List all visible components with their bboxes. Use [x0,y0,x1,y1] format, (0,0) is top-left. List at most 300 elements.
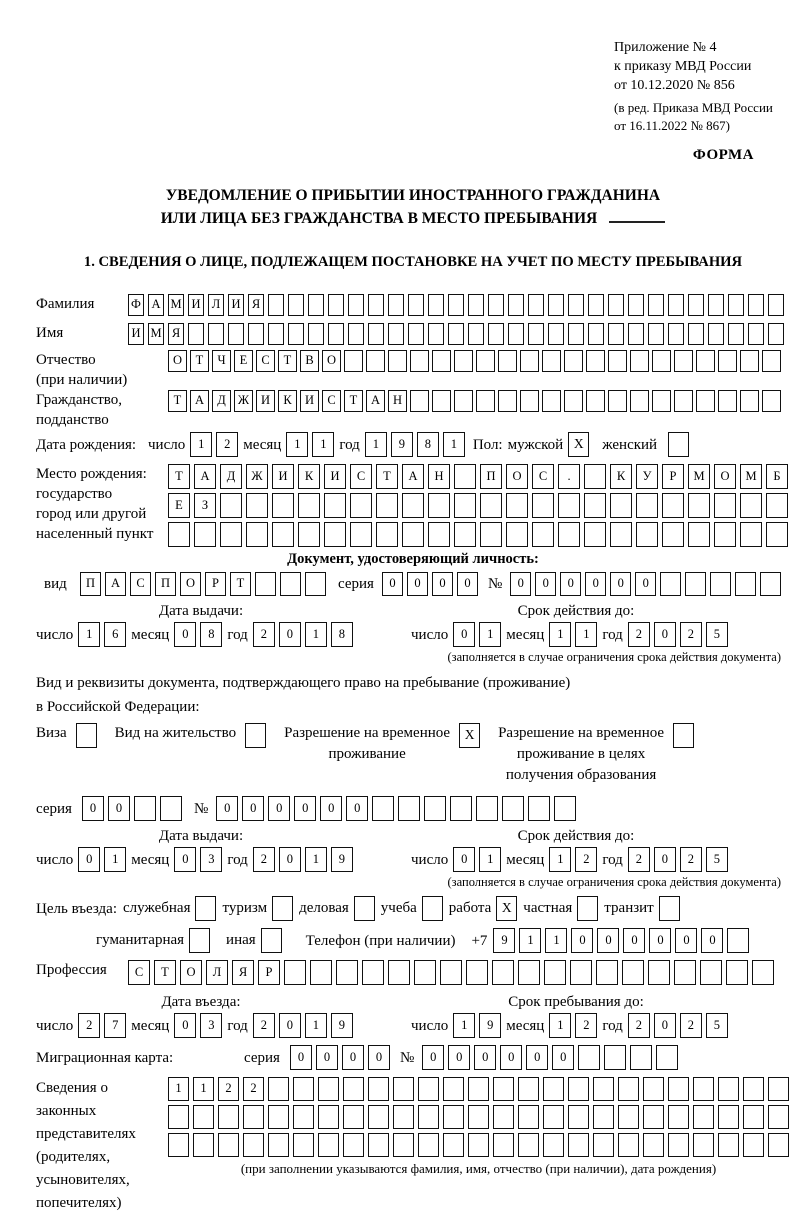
char-box[interactable]: А [105,572,126,596]
char-box[interactable] [318,1105,339,1129]
char-box[interactable]: Т [168,464,190,489]
char-box[interactable]: 1 [305,847,327,872]
char-box[interactable]: И [324,464,346,489]
char-box[interactable] [402,493,424,518]
char-box[interactable]: 1 [575,622,597,647]
char-box[interactable] [454,464,476,489]
char-box[interactable] [748,323,764,345]
char-box[interactable] [718,1133,739,1157]
char-box[interactable]: П [155,572,176,596]
char-box[interactable]: 0 [448,1045,470,1070]
char-box[interactable] [348,294,364,316]
char-box[interactable]: А [194,464,216,489]
char-box[interactable] [188,323,204,345]
char-box[interactable]: 8 [417,432,439,457]
char-box[interactable]: 8 [200,622,222,647]
char-box[interactable] [518,1133,539,1157]
char-box[interactable]: 9 [493,928,515,953]
char-box[interactable]: 0 [571,928,593,953]
char-box[interactable] [768,1077,789,1101]
char-box[interactable] [593,1133,614,1157]
char-box[interactable] [368,294,384,316]
char-box[interactable]: К [278,390,297,412]
char-box[interactable] [596,960,618,985]
char-box[interactable] [735,572,756,596]
char-box[interactable] [543,1133,564,1157]
char-box[interactable] [743,1105,764,1129]
char-box[interactable] [468,323,484,345]
char-box[interactable] [468,1077,489,1101]
char-box[interactable] [493,1077,514,1101]
char-box[interactable]: 0 [432,572,453,596]
char-box[interactable] [293,1133,314,1157]
char-box[interactable] [350,522,372,547]
char-box[interactable] [668,323,684,345]
char-box[interactable] [558,493,580,518]
char-box[interactable] [630,390,649,412]
char-box[interactable] [674,390,693,412]
char-box[interactable] [305,572,326,596]
char-box[interactable]: 1 [549,1013,571,1038]
char-box[interactable]: 9 [331,847,353,872]
char-box[interactable]: Д [220,464,242,489]
char-box[interactable]: 0 [526,1045,548,1070]
char-box[interactable]: 2 [575,1013,597,1038]
char-box[interactable] [528,796,550,821]
char-box[interactable] [544,960,566,985]
char-box[interactable]: 1 [305,1013,327,1038]
char-box[interactable] [366,350,385,372]
char-box[interactable] [636,522,658,547]
char-box[interactable] [348,323,364,345]
char-box[interactable] [693,1105,714,1129]
char-box[interactable] [532,522,554,547]
char-box[interactable] [324,493,346,518]
char-box[interactable] [218,1133,239,1157]
char-box[interactable]: 2 [218,1077,239,1101]
char-box[interactable] [376,493,398,518]
char-box[interactable] [718,1105,739,1129]
char-box[interactable] [293,1105,314,1129]
char-box[interactable]: 0 [294,796,316,821]
char-box[interactable] [246,522,268,547]
char-box[interactable]: Л [208,294,224,316]
sex-male-checkbox[interactable]: X [568,432,589,457]
char-box[interactable] [443,1105,464,1129]
char-box[interactable] [328,323,344,345]
char-box[interactable] [668,1077,689,1101]
char-box[interactable]: Ф [128,294,144,316]
char-box[interactable] [618,1077,639,1101]
char-box[interactable]: И [272,464,294,489]
char-box[interactable] [243,1133,264,1157]
char-box[interactable] [656,1045,678,1070]
char-box[interactable]: 0 [457,572,478,596]
char-box[interactable]: 2 [680,1013,702,1038]
char-box[interactable] [608,390,627,412]
char-box[interactable] [630,1045,652,1070]
char-box[interactable] [506,522,528,547]
char-box[interactable]: 1 [443,432,465,457]
char-box[interactable] [584,493,606,518]
char-box[interactable]: 0 [560,572,581,596]
char-box[interactable] [428,493,450,518]
char-box[interactable]: 1 [453,1013,475,1038]
char-box[interactable] [466,960,488,985]
char-box[interactable] [268,323,284,345]
char-box[interactable]: Я [248,294,264,316]
char-box[interactable]: Т [278,350,297,372]
char-box[interactable] [480,522,502,547]
char-box[interactable]: М [168,294,184,316]
char-box[interactable] [393,1077,414,1101]
char-box[interactable] [608,350,627,372]
char-box[interactable]: 0 [675,928,697,953]
char-box[interactable]: 2 [253,847,275,872]
char-box[interactable] [350,493,372,518]
char-box[interactable]: 2 [628,847,650,872]
char-box[interactable] [308,323,324,345]
char-box[interactable]: А [148,294,164,316]
char-box[interactable] [443,1077,464,1101]
char-box[interactable]: У [636,464,658,489]
char-box[interactable] [610,493,632,518]
char-box[interactable] [568,323,584,345]
char-box[interactable]: Р [258,960,280,985]
study-checkbox[interactable] [422,896,443,921]
char-box[interactable] [168,1105,189,1129]
char-box[interactable] [648,294,664,316]
char-box[interactable] [688,323,704,345]
char-box[interactable]: 0 [500,1045,522,1070]
char-box[interactable] [476,796,498,821]
char-box[interactable] [740,350,759,372]
char-box[interactable] [608,294,624,316]
char-box[interactable]: 0 [174,622,196,647]
char-box[interactable] [766,493,788,518]
char-box[interactable] [506,493,528,518]
char-box[interactable]: Т [230,572,251,596]
char-box[interactable] [502,796,524,821]
char-box[interactable]: Н [428,464,450,489]
char-box[interactable] [284,960,306,985]
char-box[interactable] [768,294,784,316]
char-box[interactable]: 0 [279,1013,301,1038]
char-box[interactable]: 2 [253,1013,275,1038]
char-box[interactable] [448,323,464,345]
char-box[interactable]: О [180,572,201,596]
char-box[interactable] [298,493,320,518]
char-box[interactable]: 1 [286,432,308,457]
char-box[interactable] [708,294,724,316]
char-box[interactable] [208,323,224,345]
char-box[interactable] [362,960,384,985]
char-box[interactable] [718,350,737,372]
char-box[interactable] [454,493,476,518]
char-box[interactable] [748,294,764,316]
char-box[interactable] [714,522,736,547]
char-box[interactable] [220,493,242,518]
char-box[interactable]: А [190,390,209,412]
char-box[interactable]: Б [766,464,788,489]
char-box[interactable]: П [480,464,502,489]
char-box[interactable]: С [128,960,150,985]
char-box[interactable] [388,350,407,372]
char-box[interactable]: 1 [168,1077,189,1101]
char-box[interactable] [762,350,781,372]
char-box[interactable] [428,522,450,547]
char-box[interactable] [328,294,344,316]
official-checkbox[interactable] [195,896,216,921]
char-box[interactable]: К [610,464,632,489]
char-box[interactable] [480,493,502,518]
char-box[interactable] [218,1105,239,1129]
char-box[interactable] [343,1077,364,1101]
char-box[interactable]: 0 [346,796,368,821]
char-box[interactable] [743,1077,764,1101]
char-box[interactable] [710,572,731,596]
char-box[interactable] [288,294,304,316]
char-box[interactable]: С [350,464,372,489]
char-box[interactable] [318,1133,339,1157]
char-box[interactable] [662,493,684,518]
char-box[interactable]: 0 [382,572,403,596]
char-box[interactable]: М [688,464,710,489]
char-box[interactable] [468,1133,489,1157]
char-box[interactable] [343,1133,364,1157]
char-box[interactable] [228,323,244,345]
char-box[interactable] [584,522,606,547]
char-box[interactable] [568,1077,589,1101]
char-box[interactable]: 1 [549,622,571,647]
char-box[interactable] [542,390,561,412]
char-box[interactable] [648,323,664,345]
char-box[interactable]: М [740,464,762,489]
temporary-residence-education-checkbox[interactable] [673,723,694,748]
char-box[interactable] [685,572,706,596]
char-box[interactable]: К [298,464,320,489]
char-box[interactable] [708,323,724,345]
char-box[interactable] [193,1105,214,1129]
char-box[interactable]: 1 [104,847,126,872]
char-box[interactable]: 0 [610,572,631,596]
char-box[interactable]: О [180,960,202,985]
char-box[interactable] [604,1045,626,1070]
char-box[interactable]: 6 [104,622,126,647]
char-box[interactable] [568,1133,589,1157]
char-box[interactable]: 0 [174,1013,196,1038]
char-box[interactable] [696,350,715,372]
char-box[interactable] [588,294,604,316]
char-box[interactable]: С [256,350,275,372]
char-box[interactable]: 3 [200,847,222,872]
char-box[interactable] [508,323,524,345]
char-box[interactable] [528,294,544,316]
char-box[interactable]: 3 [200,1013,222,1038]
char-box[interactable] [768,1105,789,1129]
char-box[interactable] [762,390,781,412]
char-box[interactable]: 0 [242,796,264,821]
char-box[interactable] [674,960,696,985]
char-box[interactable] [714,493,736,518]
char-box[interactable]: 0 [216,796,238,821]
char-box[interactable] [586,390,605,412]
char-box[interactable] [418,1077,439,1101]
char-box[interactable] [488,294,504,316]
char-box[interactable] [696,390,715,412]
char-box[interactable]: О [714,464,736,489]
char-box[interactable]: 0 [623,928,645,953]
char-box[interactable]: И [228,294,244,316]
char-box[interactable]: 0 [552,1045,574,1070]
char-box[interactable] [298,522,320,547]
char-box[interactable] [343,1105,364,1129]
char-box[interactable]: 8 [331,622,353,647]
char-box[interactable] [728,294,744,316]
char-box[interactable]: 0 [268,796,290,821]
char-box[interactable] [408,294,424,316]
char-box[interactable]: М [148,323,164,345]
char-box[interactable] [554,796,576,821]
char-box[interactable]: 2 [680,622,702,647]
char-box[interactable] [768,1133,789,1157]
sex-female-checkbox[interactable] [668,432,689,457]
char-box[interactable] [693,1133,714,1157]
char-box[interactable] [376,522,398,547]
char-box[interactable]: В [300,350,319,372]
char-box[interactable]: 9 [391,432,413,457]
char-box[interactable]: Е [234,350,253,372]
char-box[interactable] [564,350,583,372]
char-box[interactable] [693,1077,714,1101]
char-box[interactable] [662,522,684,547]
char-box[interactable] [570,960,592,985]
char-box[interactable] [393,1105,414,1129]
char-box[interactable]: И [300,390,319,412]
char-box[interactable] [493,1133,514,1157]
char-box[interactable] [568,1105,589,1129]
char-box[interactable]: 0 [316,1045,338,1070]
char-box[interactable]: 1 [305,622,327,647]
char-box[interactable] [344,350,363,372]
char-box[interactable]: 0 [654,847,676,872]
char-box[interactable] [768,323,784,345]
char-box[interactable] [432,350,451,372]
char-box[interactable] [584,464,606,489]
char-box[interactable]: 2 [216,432,238,457]
char-box[interactable]: О [322,350,341,372]
transit-checkbox[interactable] [659,896,680,921]
char-box[interactable] [248,323,264,345]
char-box[interactable]: Л [206,960,228,985]
char-box[interactable] [688,493,710,518]
char-box[interactable] [518,1105,539,1129]
char-box[interactable] [255,572,276,596]
char-box[interactable] [518,1077,539,1101]
char-box[interactable] [268,1133,289,1157]
char-box[interactable]: П [80,572,101,596]
char-box[interactable] [310,960,332,985]
char-box[interactable]: 1 [479,847,501,872]
char-box[interactable] [628,323,644,345]
char-box[interactable]: И [188,294,204,316]
char-box[interactable]: 0 [82,796,104,821]
char-box[interactable] [648,960,670,985]
char-box[interactable] [578,1045,600,1070]
char-box[interactable]: И [128,323,144,345]
char-box[interactable]: 0 [701,928,723,953]
char-box[interactable] [543,1077,564,1101]
char-box[interactable] [652,390,671,412]
char-box[interactable]: 0 [279,622,301,647]
char-box[interactable] [393,1133,414,1157]
char-box[interactable]: 0 [453,622,475,647]
char-box[interactable] [518,960,540,985]
char-box[interactable] [408,323,424,345]
char-box[interactable]: 2 [243,1077,264,1101]
char-box[interactable]: 0 [78,847,100,872]
char-box[interactable] [643,1077,664,1101]
char-box[interactable]: 9 [331,1013,353,1038]
char-box[interactable] [740,493,762,518]
char-box[interactable] [752,960,774,985]
char-box[interactable]: 0 [649,928,671,953]
char-box[interactable] [243,1105,264,1129]
char-box[interactable]: Т [168,390,187,412]
char-box[interactable] [766,522,788,547]
char-box[interactable] [220,522,242,547]
char-box[interactable] [272,522,294,547]
char-box[interactable]: 0 [535,572,556,596]
char-box[interactable] [660,572,681,596]
char-box[interactable] [498,390,517,412]
char-box[interactable]: 0 [597,928,619,953]
char-box[interactable]: Н [388,390,407,412]
char-box[interactable]: 7 [104,1013,126,1038]
char-box[interactable]: 2 [78,1013,100,1038]
char-box[interactable]: 5 [706,1013,728,1038]
char-box[interactable]: Ж [246,464,268,489]
char-box[interactable] [193,1133,214,1157]
char-box[interactable] [492,960,514,985]
char-box[interactable] [288,323,304,345]
char-box[interactable] [194,522,216,547]
char-box[interactable]: 0 [635,572,656,596]
char-box[interactable] [564,390,583,412]
char-box[interactable]: 0 [585,572,606,596]
char-box[interactable] [402,522,424,547]
char-box[interactable] [134,796,156,821]
char-box[interactable] [476,390,495,412]
char-box[interactable] [272,493,294,518]
char-box[interactable] [593,1105,614,1129]
char-box[interactable] [520,390,539,412]
char-box[interactable] [168,1133,189,1157]
char-box[interactable]: Ж [234,390,253,412]
char-box[interactable] [368,1105,389,1129]
char-box[interactable] [308,294,324,316]
char-box[interactable]: 0 [368,1045,390,1070]
char-box[interactable] [372,796,394,821]
char-box[interactable] [368,323,384,345]
char-box[interactable]: З [194,493,216,518]
business-checkbox[interactable] [354,896,375,921]
char-box[interactable]: О [168,350,187,372]
char-box[interactable]: С [130,572,151,596]
char-box[interactable]: Ч [212,350,231,372]
char-box[interactable] [268,294,284,316]
char-box[interactable] [636,493,658,518]
